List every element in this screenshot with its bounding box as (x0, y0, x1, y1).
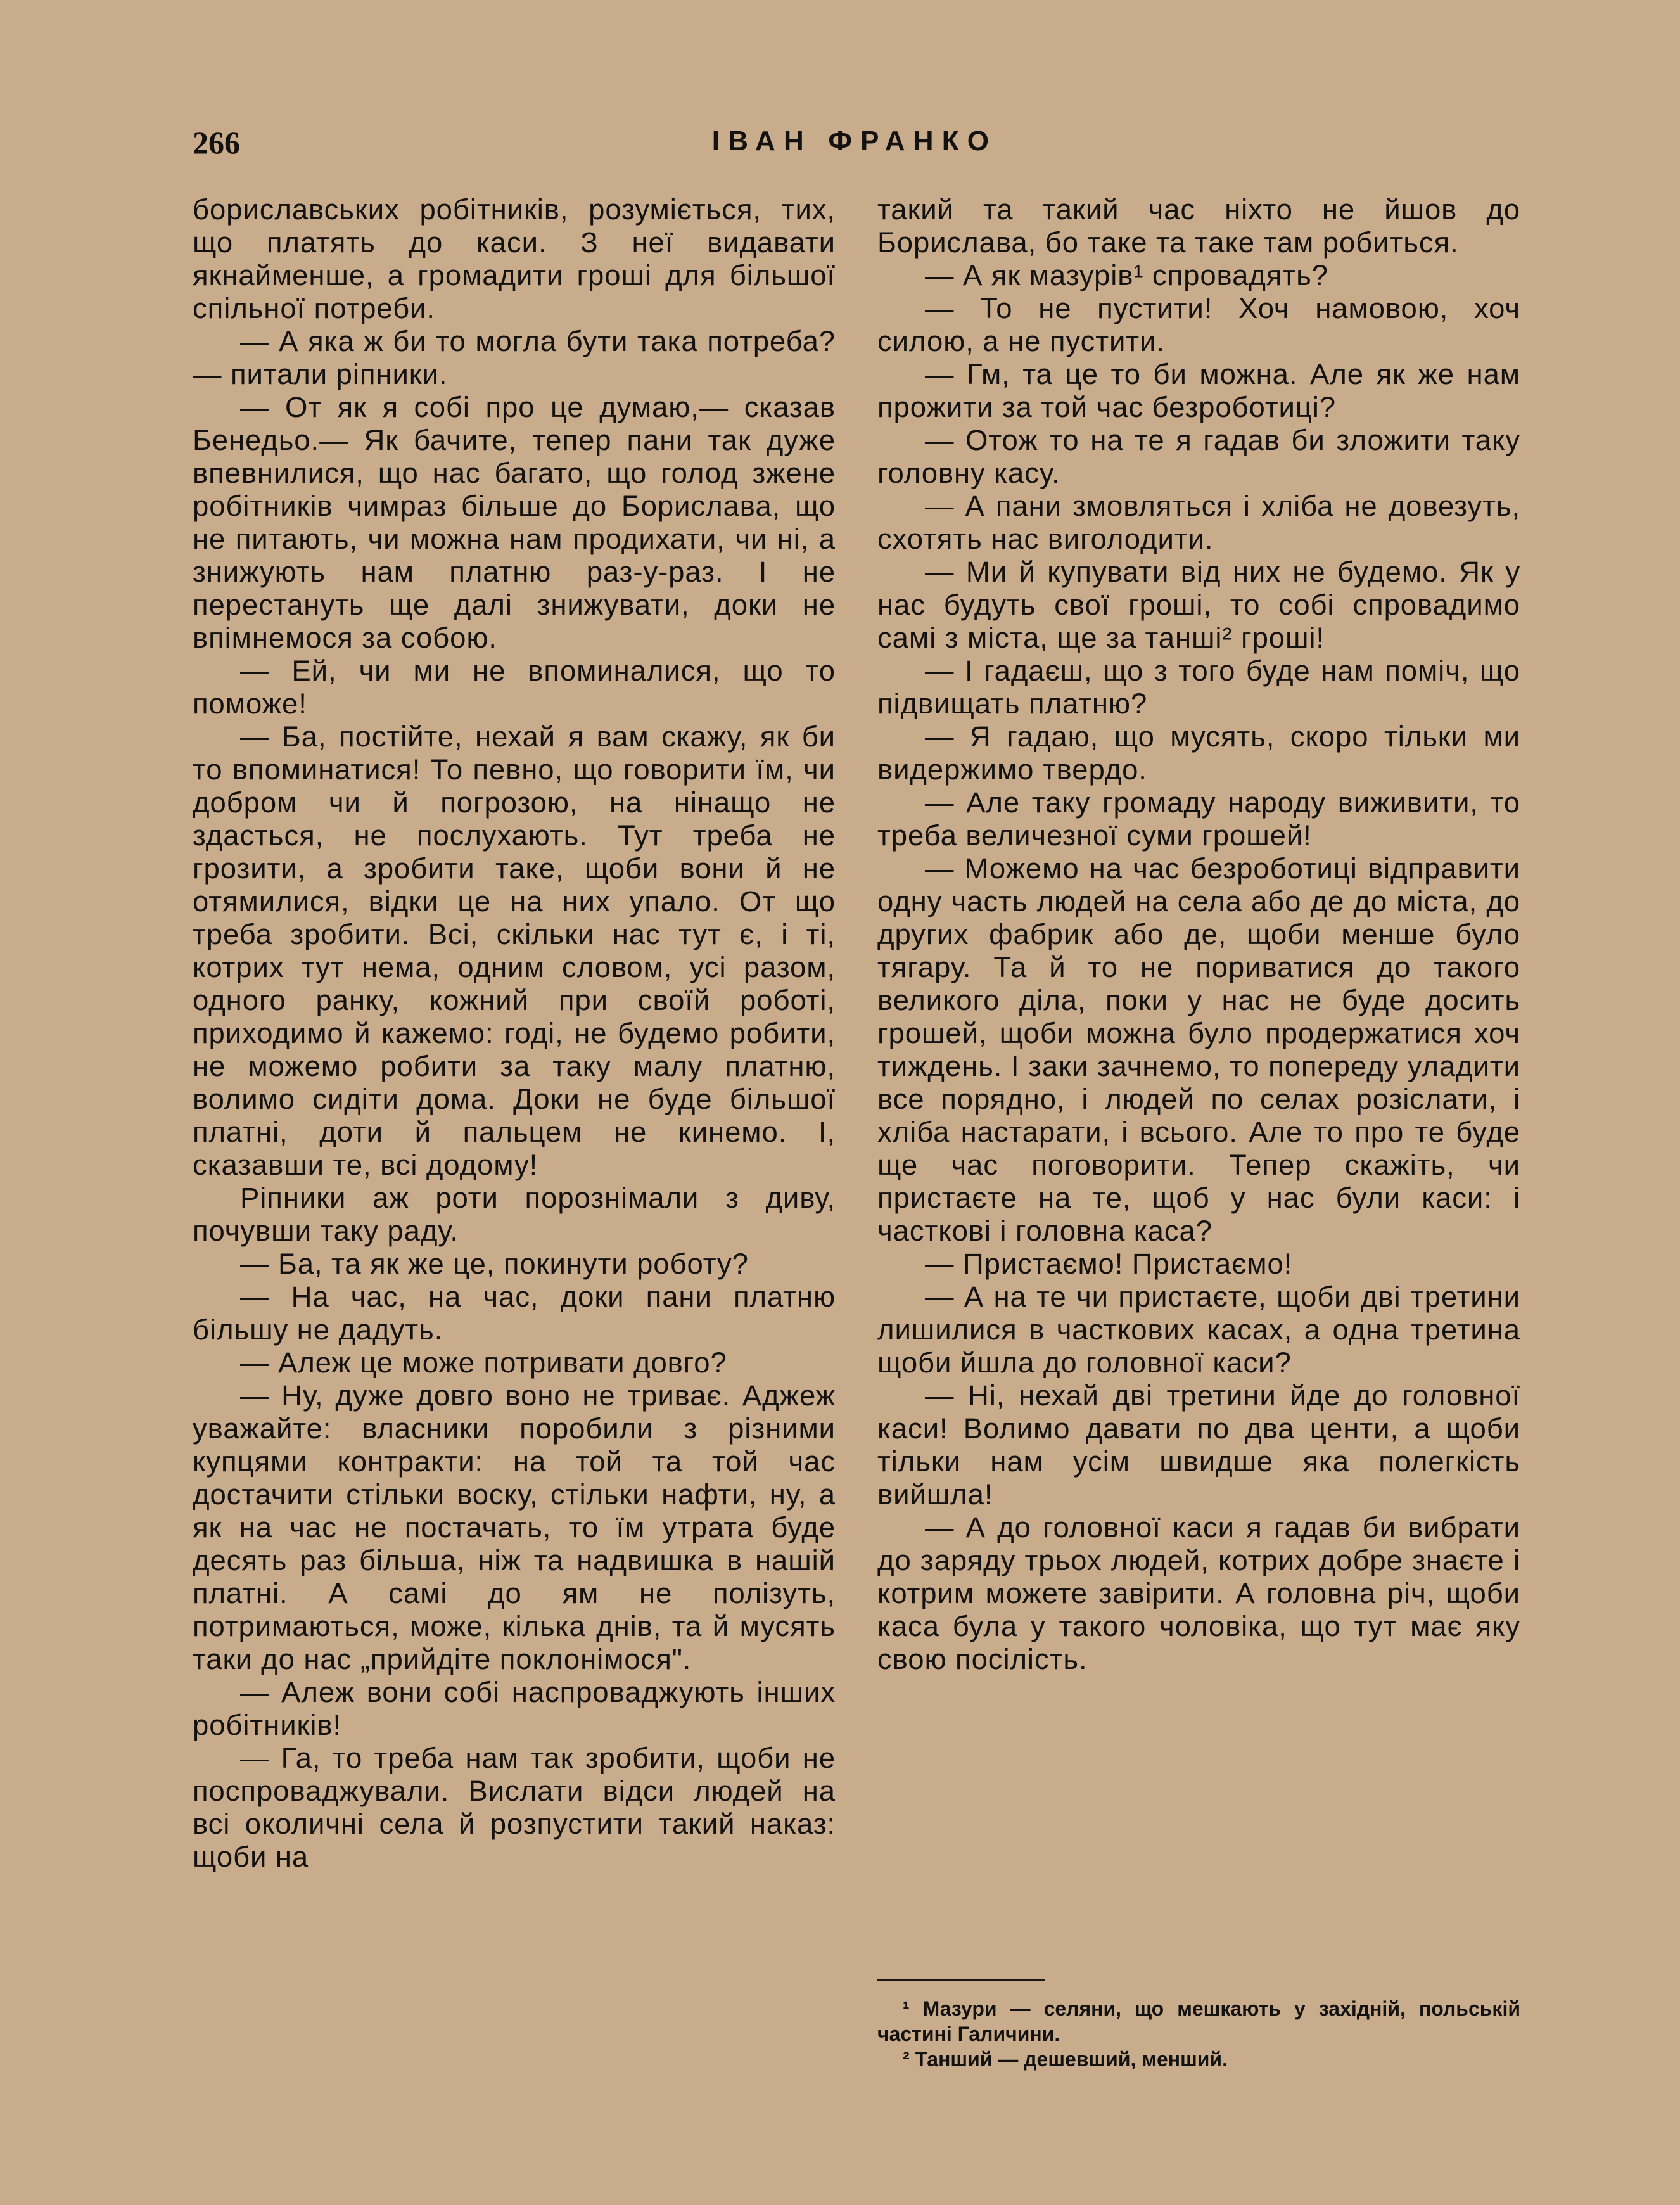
paragraph: — Ні, нехай дві третини йде до головної каси! Волимо давати по два центи, а щоби тільки нам усім швидше яка полегкість вийшла! (877, 1379, 1520, 1511)
paragraph: — А до головної каси я гадав би вибрати до заряду трьох людей, котрих добре знаєте і котрим можете завірити. А головна річ, щоби каса була у такого чоловіка, що тут має яку свою посілість. (877, 1511, 1520, 1675)
paragraph: — Ба, та як же це, покинути роботу? (240, 1248, 749, 1280)
paragraph: — Я гадаю, що мусять, скоро тільки ми видержимо твердо. (877, 720, 1520, 786)
paragraph: — Ба, постійте, нехай я вам скажу, як би то впоминатися! То певно, що говорити їм, чи добром чи й погрозою, на нінащо не здасться, не послухають. Тут треба не грозити, а зробити таке, щоби вони й не отямилися, відки це на них упало. От що треба зробити. Всі, скільки нас тут є, і ті, котрих тут нема, одним словом, усі разом, одного ранку, кожний при своїй роботі, приходимо й кажемо: годі, не будемо робити, не можемо робити за таку малу платню, волимо сидіти дома. Доки не буде більшої платні, доти й пальцем не кинемо. І, сказавши те, всі додому! (193, 720, 836, 1181)
paragraph: — То не пустити! Хоч намовою, хоч силою, а не пустити. (877, 292, 1520, 357)
paragraph: — Алеж вони собі наспроваджують інших робітників! (193, 1676, 836, 1741)
page-number: 266 (193, 125, 240, 160)
paragraph: — Ну, дуже довго воно не триває. Аджеж уважайте: власники поробили з різними купцями контракти: на той та той час достачити стільки воску, стільки нафти, ну, а як на час не постачать, то їм утрата буде десять раз більша, ніж та надвишка в нашій платні. А самі до ям не полізуть, потримаються, може, кілька днів, та й мусять таки до нас „прийдіте поклонімося". (193, 1379, 836, 1675)
right-column (877, 193, 1520, 1676)
paragraph: бориславських робітників, розуміється, тих, що платять до каси. З неї видавати якнайменше, а громадити гроші для більшої спільної потреби. (193, 193, 836, 324)
paragraph: — А на те чи пристаєте, щоби дві третини лишилися в часткових касах, а одна третина щоби йшла до головної каси? (877, 1281, 1520, 1379)
paragraph: — Алеж це може потривати довго? (240, 1346, 727, 1379)
paragraph: — Ей, чи ми не впоминалися, що то поможе! (193, 655, 836, 720)
paragraph: — Але таку громаду народу виживити, то треба величезної суми грошей! (877, 786, 1520, 852)
paragraph: — А яка ж би то могла бути така потреба? — питали ріпники. (193, 325, 836, 390)
paragraph: — Можемо на час безроботиці відправити одну часть людей на села або де до міста, до других фабрик або де, щоби менше було тягару. Та й то не пориватися до такого великого діла, поки у нас не буде досить грошей, щоби можна було продержатися хоч тиждень. І заки зачнемо, то попереду уладити все порядно, і людей по селах розіслати, і хліба настарати, і всього. Але то про те буде ще час поговорити. Тепер скажіть, чи пристаєте на те, щоб у нас були каси: і часткові і головна каса? (877, 852, 1520, 1247)
paragraph: — От як я собі про це думаю,— сказав Бенедьо.— Як бачите, тепер пани так дуже впевнилися, що нас багато, що голод зжене робітників чимраз більше до Борислава, що не питають, чи можна нам продихати, чи ні, а знижують нам платню раз-у-раз. І не перестануть ще далі знижувати, доки не впімнемося за собою. (193, 391, 836, 654)
paragraph: такий та такий час ніхто не йшов до Борислава, бо таке та таке там робиться. (877, 193, 1520, 259)
paragraph: — І гадаєш, що з того буде нам поміч, що підвищать платню? (877, 655, 1520, 720)
footnotes (877, 1996, 1520, 2072)
paragraph: — Пристаємо! Пристаємо! (925, 1248, 1293, 1280)
left-column (193, 193, 836, 1874)
paragraph: — Гм, та це то би можна. Але як же нам прожити за той час безроботиці? (877, 358, 1520, 423)
paragraph: — Ми й купувати від них не будемо. Як у нас будуть свої гроші, то собі спровадимо самі з міста, ще за танші² гроші! (877, 556, 1520, 654)
footnote-divider (877, 1979, 1045, 1981)
paragraph: Ріпники аж роти порознімали з диву, почувши таку раду. (193, 1182, 836, 1247)
footnote: ¹ Мазури — селяни, що мешкають у західній, польській частині Галичини. (877, 1997, 1520, 2045)
paragraph: — Отож то на те я гадав би зложити таку головну касу. (877, 424, 1520, 489)
running-head: ІВАН ФРАНКО (711, 125, 998, 157)
paragraph: — Га, то треба нам так зробити, щоби не поспроваджували. Вислати відси людей на всі околичні села й розпустити такий наказ: щоби на (193, 1742, 836, 1873)
footnote: ² Танший — дешевший, менший. (903, 2048, 1228, 2071)
page-header (193, 124, 1517, 169)
paragraph: — А пани змовляться і хліба не довезуть, схотять нас виголодити. (877, 490, 1520, 555)
paragraph: — А як мазурів¹ спровадять? (925, 259, 1328, 291)
paragraph: — На час, на час, доки пани платню більшу не дадуть. (193, 1281, 836, 1346)
